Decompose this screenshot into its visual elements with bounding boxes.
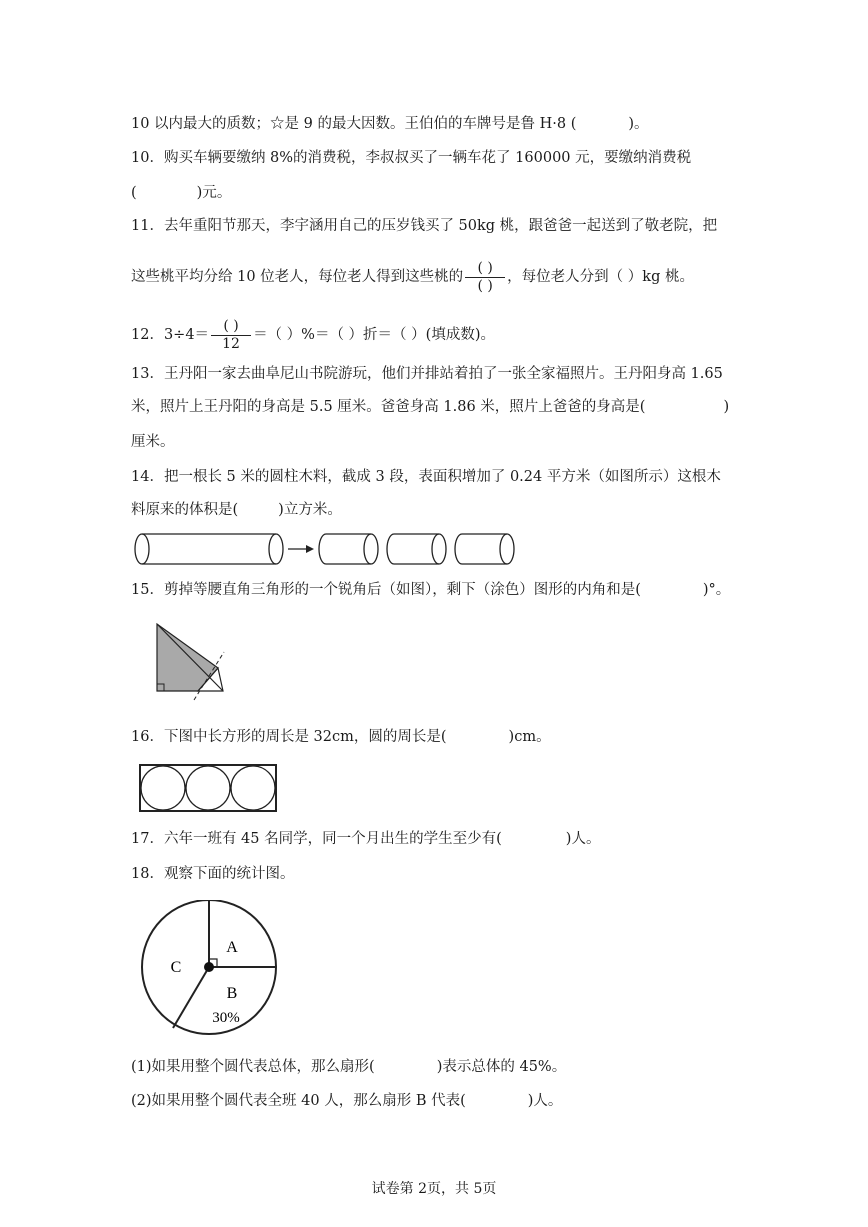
question-9-text: 10 以内最大的质数；☆是 9 的最大因数。王伯伯的车牌号是鲁 H·8 ( [131,116,577,132]
long-cylinder-body [142,534,276,564]
pie-label-c: C [170,959,182,976]
question-12 [131,314,495,356]
pie-label-b: B [226,985,238,1002]
answer-blank-16-close: )cm。 [508,729,551,745]
question-17 [131,829,600,849]
question-9-close: )。 [628,116,649,132]
fraction-numerator: ( ) [223,317,239,334]
question-15-text: 15．剪掉等腰直角三角形的一个锐角后（如图），剩下（涂色）图形的内角和是( [131,582,641,598]
question-13-line-1: 13．王丹阳一家去曲阜尼山书院游玩，他们并排站着拍了一张全家福照片。王丹阳身高 1.65 [131,366,723,382]
question-18-sub-2 [131,1091,562,1111]
question-18-sub-1-text: (1)如果用整个圆代表总体，那么扇形( [131,1059,375,1075]
question-17-text: 17．六年一班有 45 名同学，同一个月出生的学生至少有( [131,831,502,847]
fraction-numerator: ( ) [477,259,493,276]
question-11-line-2 [131,256,694,298]
answer-blank-15-close: )°。 [702,582,731,598]
question-13-line-3: 厘米。 [131,434,175,450]
cylinder-cut-figure [128,530,528,570]
answer-blank-17-close: )人。 [565,831,601,847]
cylinder-piece-3 [455,534,514,564]
fraction-denominator: ( ) [477,277,493,294]
question-12-tail: ＝（ ）%＝（ ）折＝（ ）(填成数)。 [253,327,495,343]
question-18-sub-2-text: (2)如果用整个圆代表全班 40 人，那么扇形 B 代表( [131,1093,466,1109]
outer-rectangle [140,765,276,811]
long-cylinder-right-end [269,534,283,564]
question-16-text: 16．下图中长方形的周长是 32cm，圆的周长是( [131,729,447,745]
cylinder-piece-1 [319,534,378,564]
fraction-denominator: 12 [222,335,240,352]
question-16 [131,727,551,747]
question-11-text-a: 这些桃平均分给 10 位老人，每位老人得到这些桃的 [131,269,464,285]
pie-percent-b: 30% [212,1010,240,1026]
page-footer: 试卷第 2页，共 5页 [371,1181,497,1197]
question-11-text-b: ，每位老人分到（ ）kg 桃。 [507,269,694,285]
question-12-lead: 12．3÷4＝ [131,327,210,343]
question-10-line-2 [131,183,231,203]
answer-blank-10-close: )元。 [196,185,232,201]
answer-blank-10-open: ( [131,185,137,201]
question-9-tail [131,114,649,134]
long-cylinder-left-end [135,534,149,564]
answer-blank-13-close: ) [723,399,730,415]
question-11-line-1: 11．去年重阳节那天，李宇涵用自己的压岁钱买了 50kg 桃，跟爸爸一起送到了敬老院，把 [131,218,718,234]
pie-center-dot [204,962,214,972]
answer-blank-18-2-close: )人。 [527,1093,563,1109]
fraction-blank [465,260,505,295]
pie-chart [138,900,288,1050]
question-14-text-a: 料原来的体积是( [131,502,239,518]
circle-2 [186,766,230,810]
rectangle-circles-figure [138,762,280,814]
question-14-line-1: 14．把一根长 5 米的圆柱木料，截成 3 段，表面积增加了 0.24 平方米（如图所示）这根木 [131,469,721,485]
question-13-line-2 [131,397,729,417]
pie-label-a: A [226,939,238,956]
circle-1 [141,766,185,810]
arrow-head-icon [306,545,314,553]
question-18: 18．观察下面的统计图。 [131,866,295,882]
question-14-line-2 [131,500,342,520]
circle-3 [231,766,275,810]
answer-blank-18-1-close: )表示总体的 45%。 [436,1059,567,1075]
cylinder-piece-2 [387,534,446,564]
fraction-blank [211,318,251,353]
question-18-sub-1 [131,1057,566,1077]
triangle-cut-figure [150,618,240,703]
answer-blank-14-close: )立方米。 [278,502,342,518]
pie-slice-c-boundary [173,967,209,1028]
question-15 [131,580,730,600]
question-10-line-1: 10．购买车辆要缴纳 8%的消费税，李叔叔买了一辆车花了 160000 元，要缴纳消费税 [131,150,692,166]
question-13-text-a: 米，照片上王丹阳的身高是 5.5 厘米。爸爸身高 1.86 米，照片上爸爸的身高是( [131,399,646,415]
